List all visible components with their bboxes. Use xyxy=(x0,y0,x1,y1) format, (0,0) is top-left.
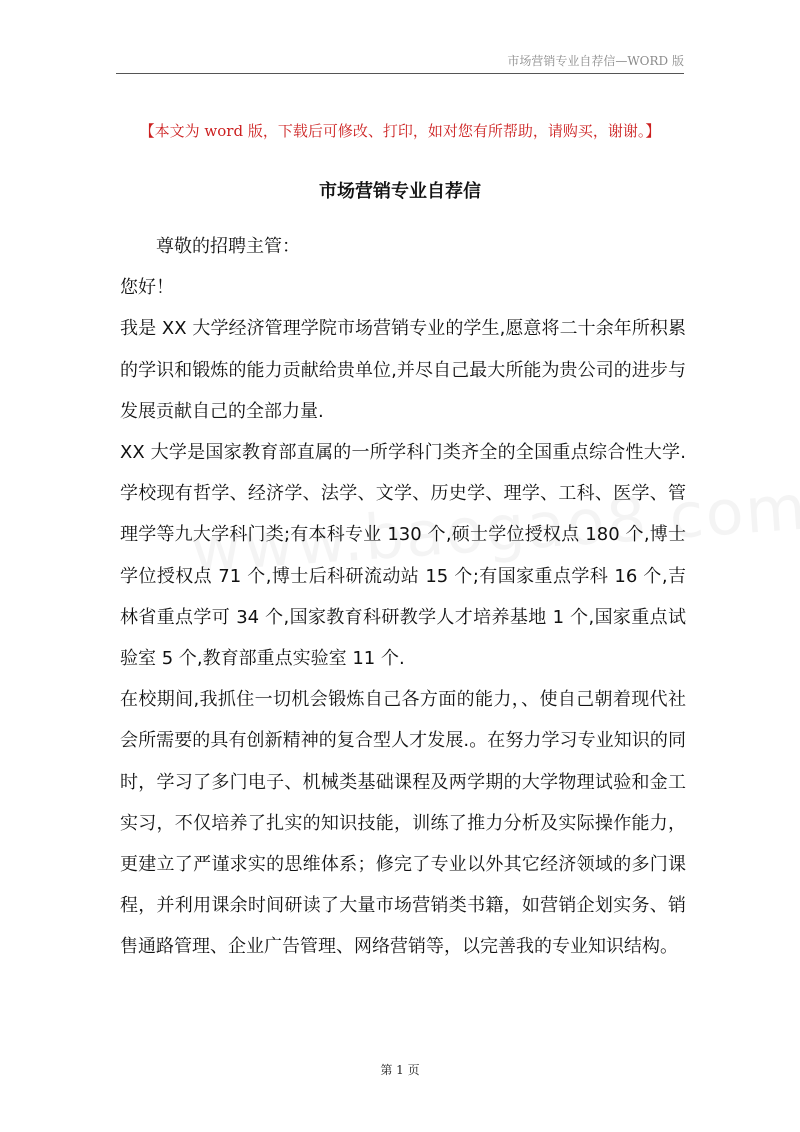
paragraph-university: XX 大学是国家教育部直属的一所学科门类齐全的全国重点综合性大学.学校现有哲学、经济学、法学、文学、历史学、理学、工科、医学、管理学等九大学科门类;有本科专业 130 个,硕士学位授权点 180 个,博士学位授权点 71 个,博士后科研流动站 15 个;有国家重点学科 16 个,吉林省重点学可 34 个,国家教育科研教学人才培养基地 1 个,国家重点试验室 5 个,教育部重点实验室 11 个. xyxy=(120,442,686,670)
page-number: 第 1 页 xyxy=(380,1063,420,1077)
purchase-notice: 【本文为 word 版，下载后可修改、打印，如对您有所帮助，请购买，谢谢。】 xyxy=(139,122,661,140)
header-title: 市场营销专业自荐信—WORD 版 xyxy=(507,54,684,68)
paragraph-study: 在校期间,我抓住一切机会锻炼自己各方面的能力，、使自己朝着现代社会所需要的具有创新精神的复合型人才发展.。在努力学习专业知识的同时，学习了多门电子、机械类基础课程及两学期的大学物理试验和金工实习，不仅培养了扎实的知识技能，训练了推力分析及实际操作能力，更建立了严谨求实的思维体系；修完了专业以外其它经济领域的多门课程，并利用课余时间研读了大量市场营销类书籍，如营销企划实务、销售通路管理、企业广告管理、网络营销等，以完善我的专业知识结构。 xyxy=(120,689,686,958)
salutation: 尊敬的招聘主管： xyxy=(156,236,300,257)
paragraph-intro: 我是 XX 大学经济管理学院市场营销专业的学生,愿意将二十余年所积累的学识和锻炼的能力贡献给贵单位,并尽自己最大所能为贵公司的进步与发展贡献自己的全部力量. xyxy=(120,318,686,422)
greeting: 您好！ xyxy=(120,277,174,299)
letter-body xyxy=(120,226,686,968)
header-divider xyxy=(116,73,684,74)
document-title: 市场营销专业自荐信 xyxy=(319,181,481,202)
